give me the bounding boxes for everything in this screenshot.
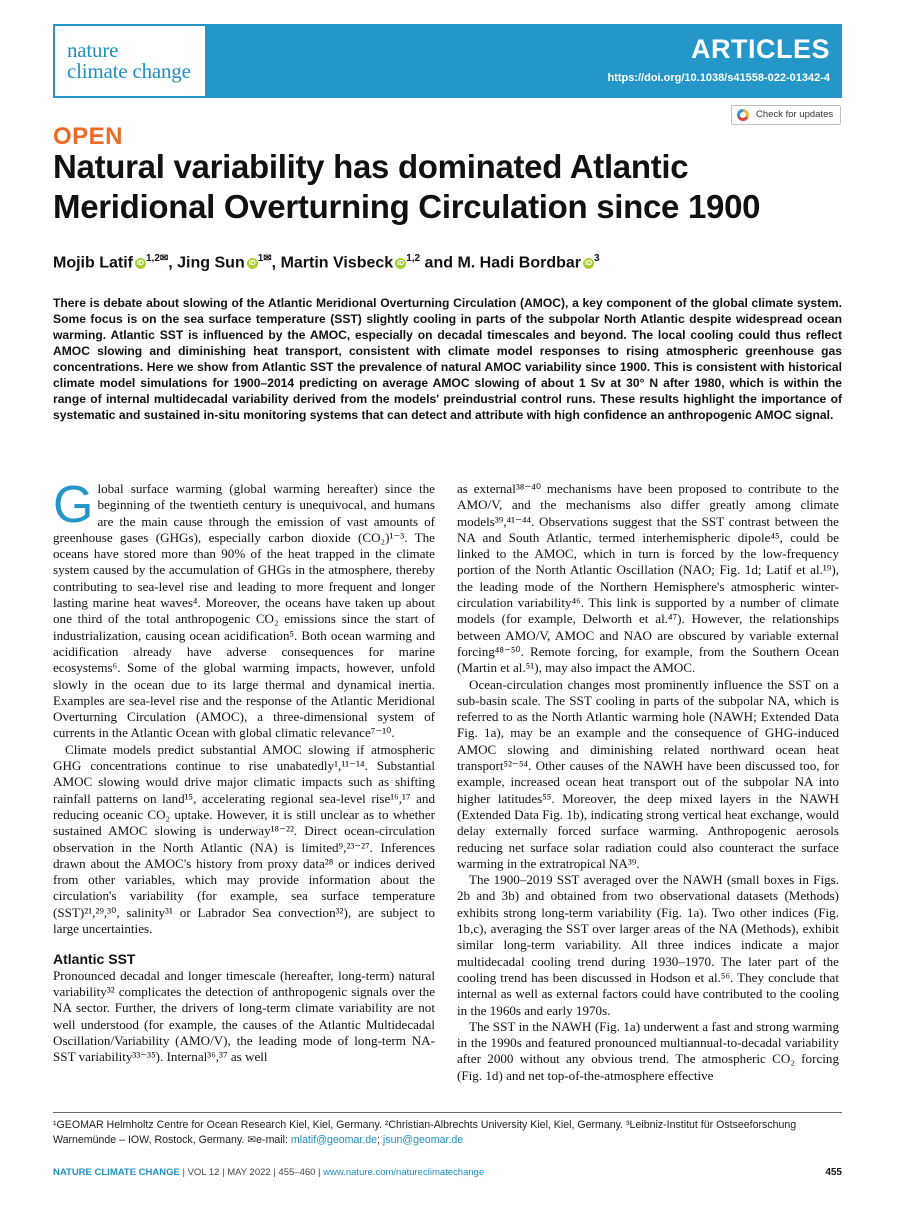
dropcap: G [53, 476, 94, 534]
author-name[interactable]: Martin Visbeck [280, 254, 394, 272]
author-separator: , [168, 254, 178, 272]
paragraph-text: lobal surface warming (global warming hereafter) since the beginning of the twentieth century is unequivocal, and humans are the main cause through the emission of vast amounts of greenhouse gases (GHGs), especially carbon dioxide (CO₂)¹⁻³. The oceans have stored more than 90% of the heat trapped in the climate system caused by the accumulation of GHGs in the atmosphere, thereby contributing to sea-level rise and leading to more frequent and longer lasting marine heat waves⁴. Moreover, the oceans have taken up about one third of the total anthropogenic CO₂ emissions since the start of industrialization, causing ocean acidification⁵. Both ocean warming and acidification already have adverse consequences for marine ecosystems⁶. Some of the global warming impacts, however, unfold slowly in the ocean due to its large thermal and dynamical inertia. Examples are sea-level rise and the response of the Atlantic Meridional Overturning Circulation (AMOC), a three-dimensional system of currents in the Atlantic Ocean with global climatic relevance⁷⁻¹⁰. [53, 481, 435, 741]
body-paragraph: Pronounced decadal and longer timescale (hereafter, long-term) natural variability³² complicates the detection of anthropogenic signals over the NA sector. Further, the drivers of long-term climate variability are not well understood (for example, the causes of the Atlantic Multidecadal Oscillation/Variability (AMO/V), the leading mode of long-term NA-SST variability³³⁻³⁵). Internal³⁶,³⁷ as well [53, 967, 435, 1065]
crossmark-icon [737, 109, 749, 121]
footnote-divider [53, 1112, 842, 1113]
footer-details: | VOL 12 | MAY 2022 | 455–460 | [179, 1167, 324, 1178]
orcid-icon[interactable]: iD [585, 260, 593, 268]
body-column-left [53, 476, 435, 1065]
page-number: 455 [825, 1167, 842, 1178]
footer-journal: NATURE CLIMATE CHANGE [53, 1167, 180, 1178]
author-list [53, 253, 600, 272]
body-paragraph: as external³⁸⁻⁴⁰ mechanisms have been proposed to contribute to the AMO/V, and the mechanisms also differ greatly among climate models³⁹,⁴¹⁻⁴⁴. Observations suggest that the SST contrast between the NA and South Atlantic, termed interhemispheric dipole⁴⁵, could be linked to the AMOC, which in turn is forced by the low-frequency portion of the North Atlantic Oscillation (NAO; Fig. 1d; Latif et al.¹⁹), the leading mode of the Northern Hemisphere's atmospheric winter-circulation variability⁴⁶. This link is supported by a number of climate models (for example, Delworth et al.⁴⁷). However, the relationships between AMO/V, AMOC and NAO are obscured by variable external forcing⁴⁸⁻⁵⁰. Remote forcing, for example, from the Southern Ocean (Martin et al.⁵¹), may also impact the AMOC. [457, 481, 839, 676]
body-paragraph [53, 476, 435, 742]
check-for-updates-button[interactable] [731, 105, 841, 125]
body-paragraph: Ocean-circulation changes most prominently influence the SST on a sub-basin scale. The SST cooling in parts of the subpolar NA, which is referred to as the North Atlantic warming hole (NAWH; Extended Data Fig. 1a), may be an example and the consequence of GHG-induced AMOC slowing and diminishing related northward ocean heat transport⁵²⁻⁵⁴. Other causes of the NAWH have been discussed too, for example, increased ocean heat transport out of the subpolar NA into higher latitudes⁵⁵. Moreover, the deep mixed layers in the NAWH (Extended Data Fig. 1b), indicating strong vertical heat exchange, would delay externally forced surface warming. Anthropogenic aerosols reducing net surface solar radiation could also counteract the surface warming in the extratropical NA³⁹. [457, 676, 839, 871]
section-label: ARTICLES [691, 34, 830, 64]
body-paragraph: Climate models predict substantial AMOC slowing if atmospheric GHG concentrations continue to rise unabatedly¹,¹¹⁻¹⁴. Substantial AMOC slowing would drive major climatic impacts such as shifting rainfall patterns on land¹⁵, accelerating regional sea-level rise¹⁶,¹⁷ and reducing oceanic CO₂ uptake. However, it is still unclear as to whether sustained AMOC slowing is underway¹⁸⁻²². Direct ocean-circulation observation in the North Atlantic (NA) is limited⁹,²³⁻²⁷. Inferences drawn about the AMOC's history from proxy data²⁸ or indices derived from other variables, which may provide information about the circulation's variability (for example, sea surface temperature (SST)²¹,²⁹,³⁰, salinity³¹ or Labrador Sea convection³²), are subject to large uncertainties. [53, 741, 435, 937]
author-separator: and [420, 254, 458, 272]
author-affiliation: 1,2 [406, 253, 421, 264]
journal-header [53, 24, 842, 98]
page-footer [53, 1167, 484, 1178]
section-heading: Atlantic SST [53, 951, 136, 968]
body-paragraph: The 1900–2019 SST averaged over the NAWH (small boxes in Figs. 2b and 3b) and obtained from two observational datasets (Methods) exhibits strong long-term variability (Fig. 1a). Two other indices (Fig. 1b,c), averaging the SST over larger areas of the NA (Methods), exhibit similar long-term variability. All three indices indicate a major multidecadal cooling trend during 1930–1970. The later part of the cooling trend has been discussed in Hodson et al.⁵⁶. They conclude that internal as well as external factors could have contributed to the cooling in the 1960s and early 1970s. [457, 872, 839, 1018]
author-affiliation: 3 [594, 253, 600, 264]
body-paragraph: The SST in the NAWH (Fig. 1a) underwent a fast and strong warming in the 1990s and featured pronounced multiannual-to-decadal variability after 2000 without any obvious trend. The atmospheric CO₂ forcing (Fig. 1d) and net top-of-the-atmosphere effective [457, 1018, 839, 1083]
journal-name[interactable]: nature climate change [67, 38, 191, 83]
open-access-label: OPEN [53, 123, 124, 150]
author-name[interactable]: Jing Sun [177, 254, 245, 272]
email-separator: ; [377, 1133, 383, 1146]
journal-logo-box [55, 26, 205, 96]
author-affiliation: 1✉ [257, 253, 272, 264]
author-separator: , [271, 254, 281, 272]
orcid-icon[interactable]: iD [248, 260, 256, 268]
email-link[interactable]: jsun@geomar.de [382, 1133, 464, 1146]
orcid-icon[interactable]: iD [397, 260, 405, 268]
doi-link[interactable]: https://doi.org/10.1038/s41558-022-01342-4 [607, 72, 830, 84]
check-for-updates-label: Check for updates [756, 109, 834, 120]
author-affiliation: 1,2✉ [145, 253, 169, 264]
affiliations-text: ¹GEOMAR Helmholtz Centre for Ocean Research Kiel, Kiel, Germany. ²Christian-Albrechts University Kiel, Kiel, Germany. ³Leibniz-Institut für Ostseeforschung Warnemünde – IOW, Rostock, Germany. ✉e-mail: [53, 1119, 797, 1146]
abstract: There is debate about slowing of the Atlantic Meridional Overturning Circulation (AMOC), a key component of the global climate system. Some focus is on the sea surface temperature (SST) slightly cooling in parts of the subpolar North Atlantic despite widespread ocean warming. Atlantic SST is influenced by the AMOC, especially on decadal timescales and beyond. The local cooling could thus reflect AMOC slowing and diminishing heat transport, consistent with climate model responses to rising atmospheric greenhouse gas concentrations. Here we show from Atlantic SST the prevalence of natural AMOC variability since 1900. This is consistent with historical climate model simulations for 1900–2014 predicting on average AMOC slowing of about 1 Sv at 30° N after 1980, which is within the range of internal multidecadal variability derived from the models' preindustrial control runs. These results highlight the importance of systematic and sustained in-situ monitoring systems that can detect and attribute with high confidence an anthropogenic AMOC signal. [53, 296, 842, 422]
author-name[interactable]: Mojib Latif [53, 254, 133, 272]
affiliations [53, 1118, 842, 1147]
author-name[interactable]: M. Hadi Bordbar [457, 254, 582, 272]
email-link[interactable]: mlatif@geomar.de [290, 1133, 378, 1146]
article-title: Natural variability has dominated Atlantic Meridional Overturning Circulation since 1900 [53, 148, 761, 225]
footer-url[interactable]: www.nature.com/natureclimatechange [323, 1167, 485, 1178]
orcid-icon[interactable]: iD [136, 260, 144, 268]
body-column-right [457, 481, 839, 1084]
